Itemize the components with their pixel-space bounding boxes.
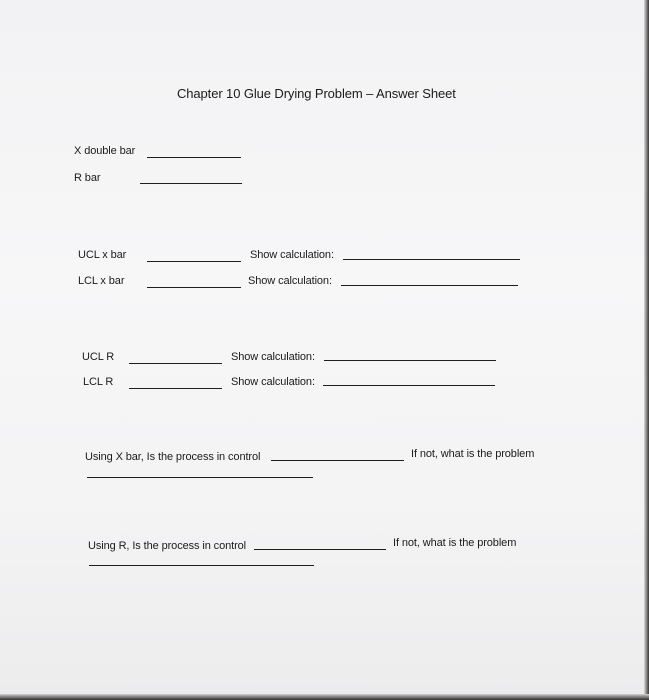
page-edge-bottom	[0, 694, 649, 700]
r-problem-answer-line[interactable]	[89, 565, 314, 566]
xbar-in-control-question: Using X bar, Is the process in control	[85, 451, 261, 463]
lcl-x-bar-answer-line[interactable]	[147, 287, 241, 288]
lcl-r-answer-line[interactable]	[129, 388, 222, 389]
xbar-in-control-answer-line[interactable]	[271, 460, 404, 461]
xbar-if-not-problem-question: If not, what is the problem	[411, 448, 535, 460]
ucl-r-calculation-line[interactable]	[324, 360, 496, 361]
r-bar-label: R bar	[74, 172, 101, 184]
r-in-control-answer-line[interactable]	[254, 549, 386, 550]
ucl-r-show-calculation-label: Show calculation:	[231, 351, 315, 363]
r-in-control-question: Using R, Is the process in control	[88, 540, 247, 552]
x-double-bar-answer-line[interactable]	[147, 157, 241, 158]
lcl-x-bar-label: LCL x bar	[78, 275, 125, 287]
lcl-r-label: LCL R	[83, 376, 114, 388]
xbar-problem-answer-line[interactable]	[87, 477, 313, 478]
ucl-x-bar-show-calculation-label: Show calculation:	[250, 249, 334, 261]
page-edge-right	[644, 0, 649, 700]
ucl-r-answer-line[interactable]	[129, 363, 222, 364]
r-bar-answer-line[interactable]	[140, 183, 242, 184]
ucl-r-label: UCL R	[82, 351, 115, 363]
ucl-x-bar-label: UCL x bar	[78, 249, 127, 261]
ucl-x-bar-calculation-line[interactable]	[343, 259, 520, 260]
ucl-x-bar-answer-line[interactable]	[147, 261, 241, 262]
lcl-r-calculation-line[interactable]	[323, 385, 495, 386]
x-double-bar-label: X double bar	[74, 145, 136, 157]
lcl-r-show-calculation-label: Show calculation:	[231, 376, 315, 388]
r-if-not-problem-question: If not, what is the problem	[393, 537, 517, 549]
lcl-x-bar-show-calculation-label: Show calculation:	[248, 275, 332, 287]
lcl-x-bar-calculation-line[interactable]	[341, 285, 518, 286]
page-title: Chapter 10 Glue Drying Problem – Answer Sheet	[177, 86, 456, 101]
